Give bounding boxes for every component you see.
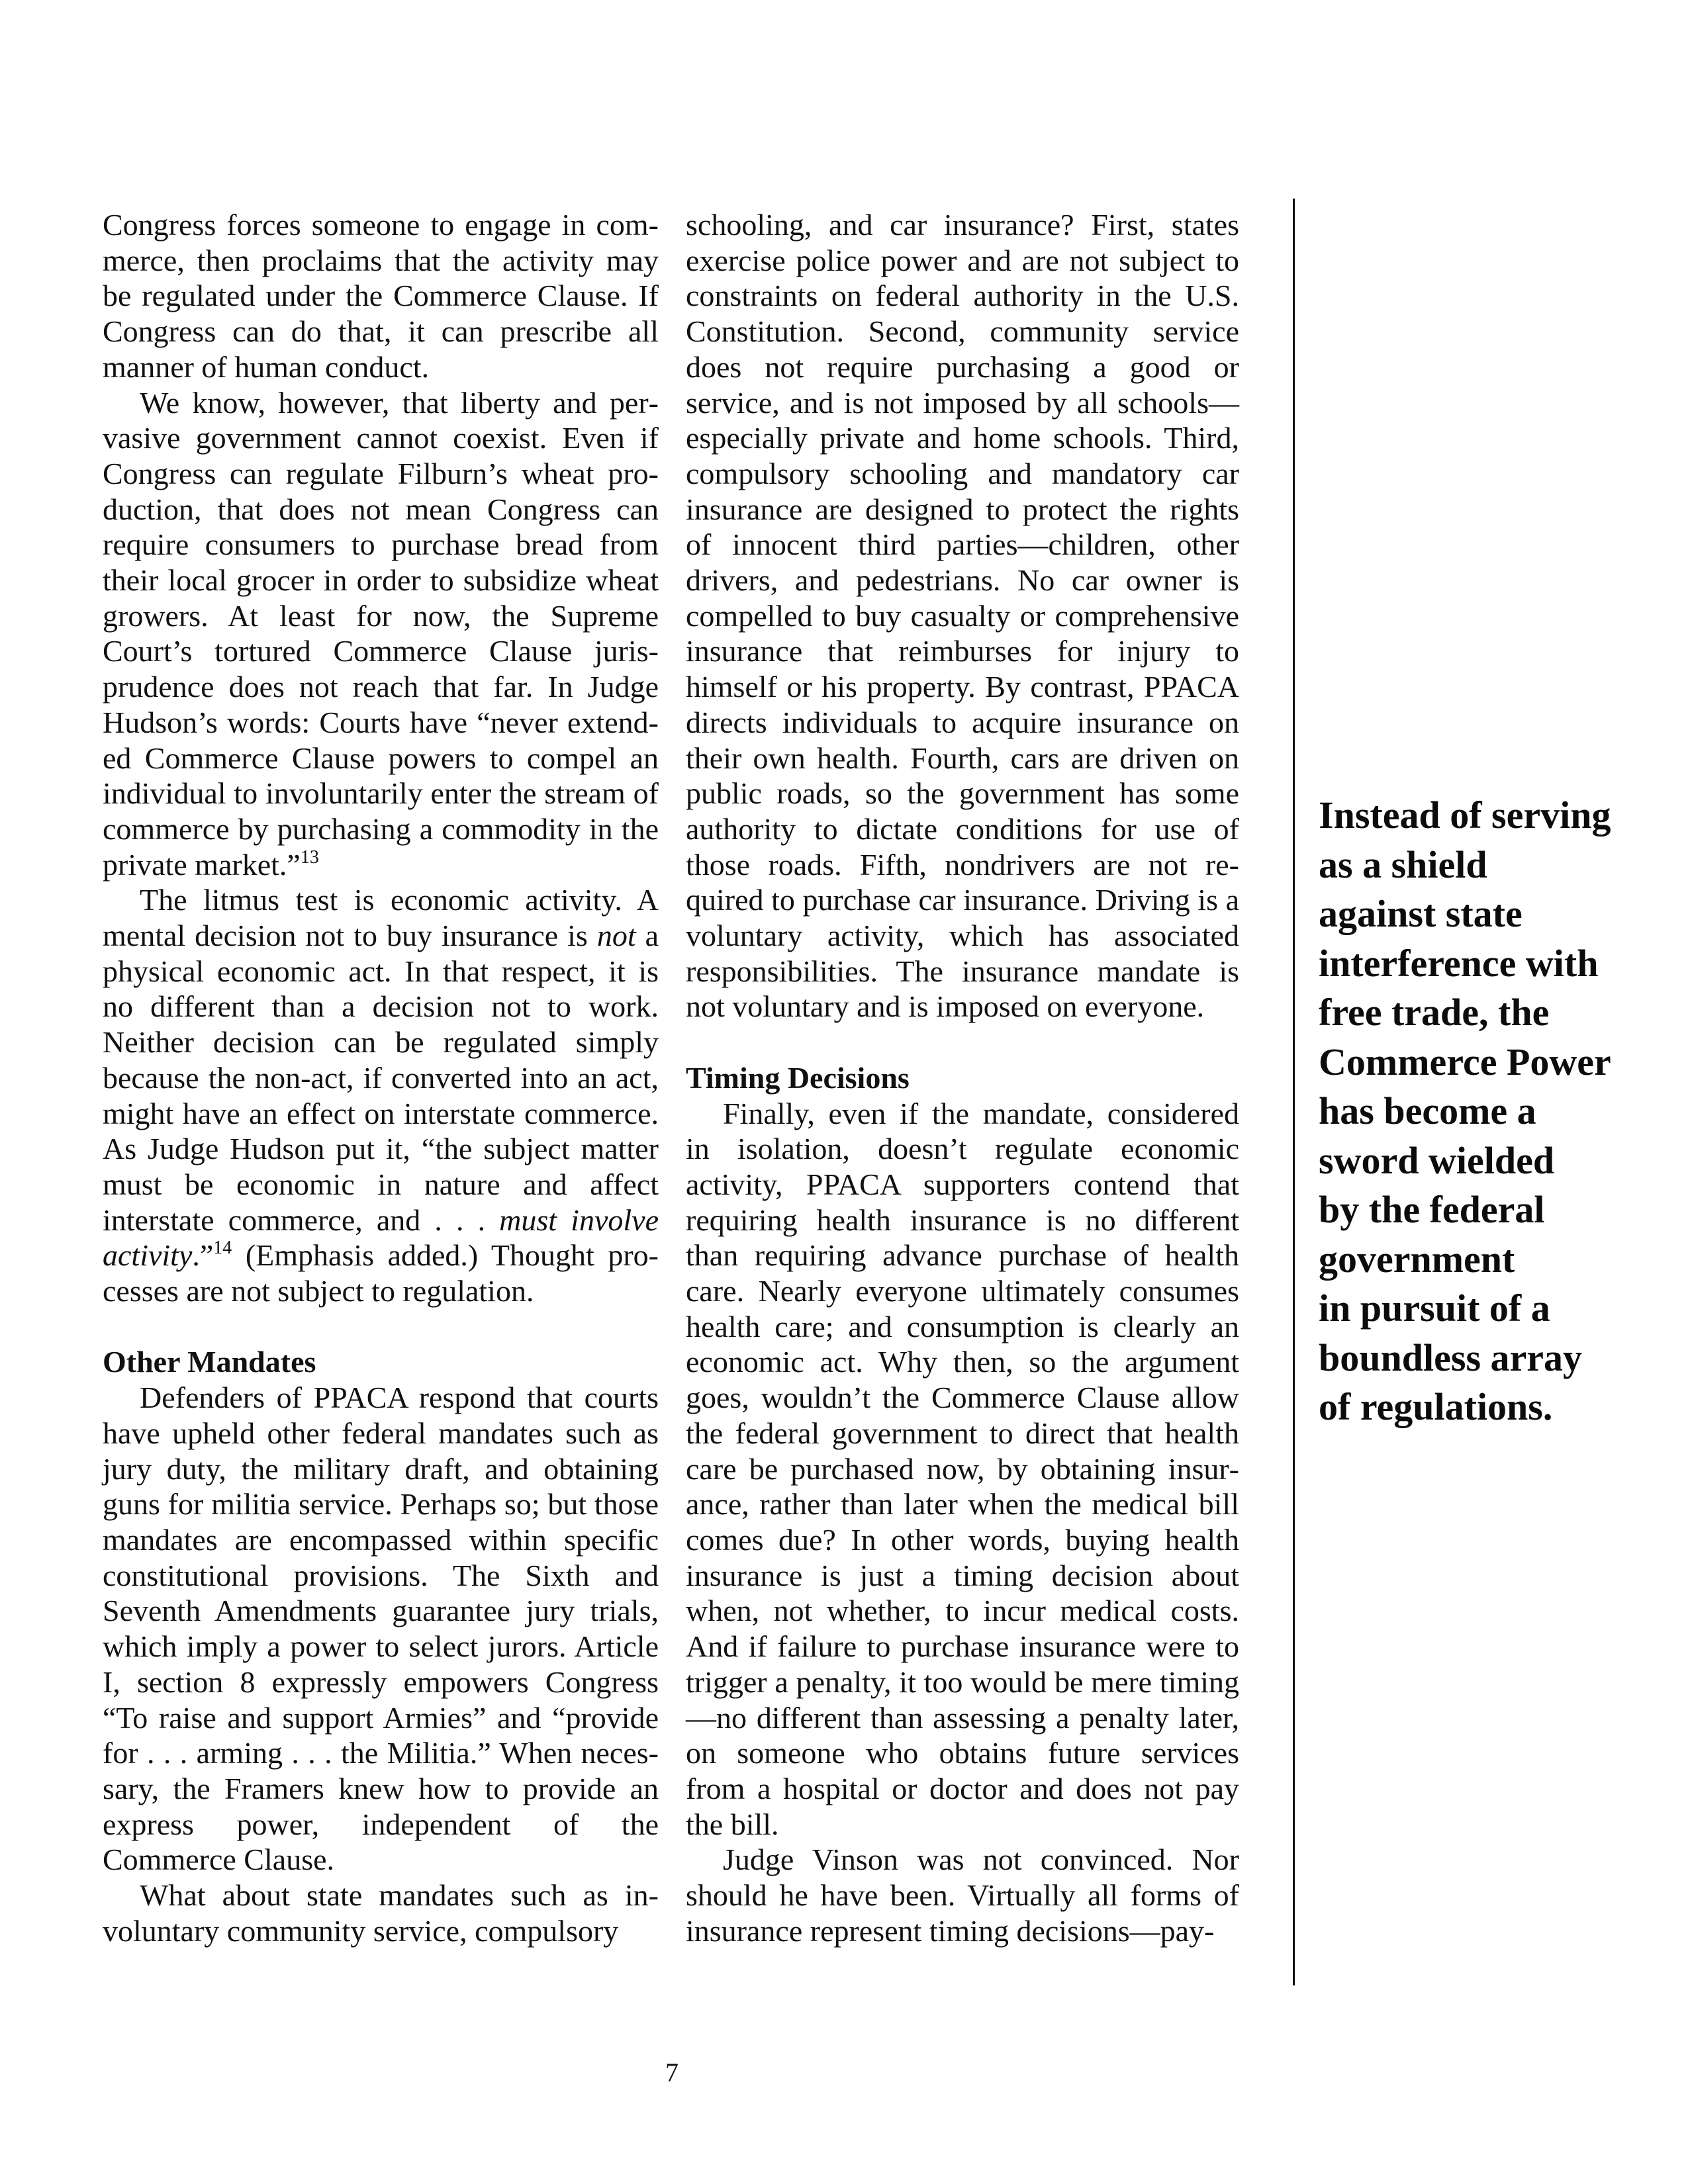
page-number: 7 (665, 2058, 679, 2087)
pull-quote-line: against state (1319, 892, 1523, 935)
paragraph: Finally, even if the mandate, considered in isolation, doesn’t regulate economic activity, PPACA supporters contend that requiring health insurance is no different than requiring advance purchase of health care. Nearly everyone ultimately consumes health care; and consumption is clearly an economic act. Why then, so the argument goes, wouldn’t the Commerce Clause allow the federal government to direct that health care be purchased now, by obtaining insurance, rather than later when the medical bill comes due? In other words, buying health insurance is just a timing decision about when, not whether, to incur medical costs. And if failure to purchase insurance were to trigger a penalty, it too would be mere timing—no different than assessing a penalty later, on someone who obtains future services from a hospital or doctor and does not pay the bill. (686, 1096, 1239, 1841)
paragraph-text: We know, however, that liberty and pervasive government cannot coexist. Even if Congress can regulate Filburn’s wheat production, that does not mean Congress can require consumers to purchase bread from their local grocer in order to subsidize wheat growers. At least for now, the Supreme Court’s tortured Commerce Clause jurisprudence does not reach that far. In Judge Hudson’s words: Courts have “never extended Commerce Clause powers to compel an individual to involuntarily enter the stream of commerce by purchasing a commodity in the private market.” (103, 385, 659, 882)
pull-quote (1319, 791, 1630, 1432)
paragraph-text: The litmus test is economic activity. A mental decision not to buy insurance is (103, 883, 659, 953)
pull-quote-line: Commerce Power (1319, 1040, 1611, 1083)
pull-quote-line: of regulations. (1319, 1385, 1553, 1428)
pull-quote-line: interference with (1319, 941, 1599, 985)
paragraph: Congress forces someone to engage in commerce, then proclaims that the activity may be regulated under the Commerce Clause. If Congress can do that, it can prescribe all manner of human conduct. (103, 208, 659, 384)
vertical-divider-rule (1293, 199, 1295, 1985)
paragraph (103, 882, 659, 1308)
paragraph: What about state mandates such as involuntary community service, compulsory (103, 1878, 659, 1948)
pull-quote-line: has become a (1319, 1089, 1536, 1132)
paragraph: schooling, and car insurance? First, states exercise police power and are not subject to constraints on federal authority in the U.S. Constitution. Second, community service does not require purchasing a good or service, and is not imposed by all schools—especially private and home schools. Third, compulsory schooling and mandatory car insurance are designed to protect the rights of innocent third parties—children, other drivers, and pedestrians. No car owner is compelled to buy casualty or comprehensive insurance that reimburses for injury to himself or his property. By contrast, PPACA directs individuals to acquire insurance on their own health. Fourth, cars are driven on public roads, so the government has some authority to dictate conditions for use of those roads. Fifth, nondrivers are not required to purchase car insurance. Driving is a voluntary activity, which has associated responsibilities. The insurance mandate is not voluntary and is imposed on everyone. (686, 208, 1239, 1024)
footnote-ref-13[interactable]: 13 (300, 846, 319, 868)
left-text-column (103, 207, 659, 1948)
section-heading-other-mandates: Other Mandates (103, 1345, 316, 1379)
pull-quote-line: free trade, the (1319, 991, 1550, 1034)
paragraph (103, 385, 659, 883)
pull-quote-line: as a shield (1319, 842, 1487, 886)
footnote-ref-14[interactable]: 14 (213, 1238, 232, 1259)
pull-quote-line: by the federal (1319, 1188, 1545, 1231)
middle-text-column (686, 207, 1239, 1948)
emphasis-text: must involve activity (103, 1203, 659, 1273)
paragraph-text: a physical economic act. In that respect, it is no different than a decision not to work. Neither decision can be regulated simply because the non-act, if converted into an act, might have an effect on interstate commerce. As Judge Hudson put it, “the subject matter must be economic in nature and affect interstate commerce, and . . . (103, 919, 659, 1237)
paragraph-text: .” (192, 1238, 214, 1273)
pull-quote-line: government (1319, 1237, 1515, 1281)
pull-quote-line: Instead of serving (1319, 794, 1611, 837)
paragraph-text: (Emphasis added.) Thought processes are not subject to regulation. (103, 1238, 659, 1308)
paragraph: Defenders of PPACA respond that courts have upheld other federal mandates such as jury duty, the military draft, and obtaining guns for militia service. Perhaps so; but those mandates are encompassed within specific constitutional provisions. The Sixth and Seventh Amendments guarantee jury trials, which imply a power to select jurors. Article I, section 8 expressly empowers Congress “To raise and support Armies” and “provide for . . . arming . . . the Militia.” When necessary, the Framers knew how to provide an express power, independent of the Commerce Clause. (103, 1381, 659, 1877)
pull-quote-line: in pursuit of a (1319, 1287, 1550, 1330)
paragraph: Judge Vinson was not convinced. Nor should he have been. Virtually all forms of insurance represent timing decisions—pay- (686, 1843, 1239, 1948)
emphasis-text: not (596, 919, 636, 953)
section-heading-timing-decisions: Timing Decisions (686, 1060, 910, 1095)
pull-quote-line: sword wielded (1319, 1138, 1555, 1182)
pull-quote-line: boundless array (1319, 1336, 1583, 1379)
